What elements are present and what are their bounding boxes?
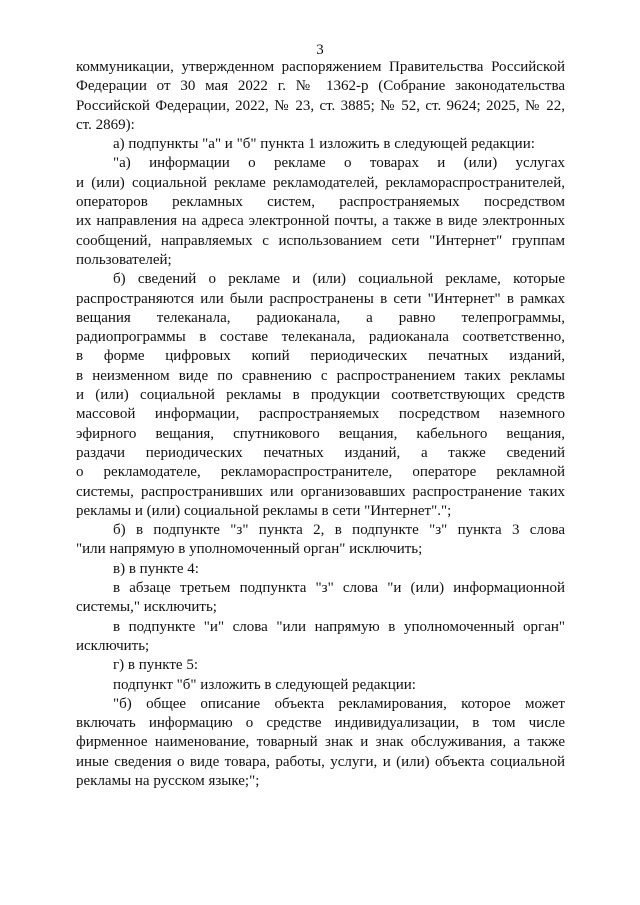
- text-line: "а) информации о рекламе о товарах и (или) услугах: [113, 155, 565, 172]
- text-line: а) подпункты "а" и "б" пункта 1 изложить в следующей редакции:: [113, 136, 535, 153]
- text-line: системы, распространивших или организовавших распространение таких: [76, 483, 565, 500]
- paragraph: [76, 154, 565, 270]
- paragraph: [76, 521, 565, 560]
- document-body: [76, 58, 565, 791]
- text-line: операторов рекламных систем, распространяемых посредством: [76, 194, 565, 211]
- text-line: иные сведения о виде товара, работы, услуги, и (или) объекта социальной: [76, 753, 565, 770]
- text-line: б) сведений о рекламе и (или) социальной рекламе, которые: [113, 271, 565, 288]
- text-line: распространяются или были распространены в сети "Интернет" в рамках: [76, 290, 565, 307]
- paragraph: [76, 656, 565, 675]
- text-line: рекламы на русском языке;";: [76, 772, 260, 789]
- text-line: в) в пункте 4:: [113, 560, 199, 577]
- text-line: и (или) социальной рекламе рекламодателей, рекламораспространителей,: [76, 174, 565, 191]
- text-line: в подпункте "и" слова "или напрямую в уполномоченный орган": [113, 618, 565, 635]
- text-line: системы," исключить;: [76, 599, 217, 616]
- text-line: фирменное наименование, товарный знак и знак обслуживания, а также: [76, 734, 565, 751]
- paragraph: [76, 560, 565, 579]
- text-line: пользователей;: [76, 251, 172, 268]
- text-line: вещания телеканала, радиоканала, а равно телепрограммы,: [76, 309, 565, 326]
- paragraph: [76, 676, 565, 695]
- text-line: Федерации от 30 мая 2022 г. № 1362-р (Собрание законодательства: [76, 78, 565, 95]
- text-line: исключить;: [76, 637, 150, 654]
- page-number: 3: [316, 42, 324, 58]
- text-line: ст. 2869):: [76, 116, 135, 133]
- text-line: Российской Федерации, 2022, № 23, ст. 3885; № 52, ст. 9624; 2025, № 22,: [76, 97, 565, 114]
- paragraph: [76, 58, 565, 135]
- text-line: "б) общее описание объекта рекламирования, которое может: [113, 695, 565, 712]
- text-line: "или напрямую в уполномоченный орган" исключить;: [76, 541, 423, 558]
- paragraph: [76, 270, 565, 521]
- text-line: массовой информации, распространяемых посредством наземного: [76, 406, 565, 423]
- text-line: включать информацию о средстве индивидуализации, в том числе: [76, 715, 565, 732]
- text-line: сообщений, направляемых с использованием сети "Интернет" группам: [76, 232, 565, 249]
- text-line: о рекламодателе, рекламораспространителе, операторе рекламной: [76, 464, 565, 481]
- paragraph: [76, 618, 565, 657]
- text-line: коммуникации, утвержденном распоряжением Правительства Российской: [76, 59, 565, 75]
- text-line: рекламы и (или) социальной рекламы в сети "Интернет".";: [76, 502, 452, 519]
- text-line: эфирного вещания, спутникового вещания, кабельного вещания,: [76, 425, 565, 442]
- text-line: в неизменном виде по сравнению с распространением таких рекламы: [76, 367, 565, 384]
- text-line: г) в пункте 5:: [113, 657, 199, 674]
- text-line: подпункт "б" изложить в следующей редакции:: [113, 676, 416, 693]
- text-line: в форме цифровых копий периодических печатных изданий,: [76, 348, 565, 365]
- text-line: раздачи периодических печатных изданий, а также сведений: [76, 444, 565, 461]
- text-line: в абзаце третьем подпункта "з" слова "и (или) информационной: [113, 580, 565, 597]
- paragraph: [76, 695, 565, 791]
- text-line: б) в подпункте "з" пункта 2, в подпункте "з" пункта 3 слова: [113, 522, 565, 539]
- text-line: и (или) социальной рекламы в продукции соответствующих средств: [76, 387, 565, 404]
- text-line: радиопрограммы в составе телеканала, радиоканала соответственно,: [76, 329, 565, 346]
- paragraph: [76, 579, 565, 618]
- paragraph: [76, 135, 565, 154]
- text-line: их направления на адреса электронной почты, а также в виде электронных: [76, 213, 565, 230]
